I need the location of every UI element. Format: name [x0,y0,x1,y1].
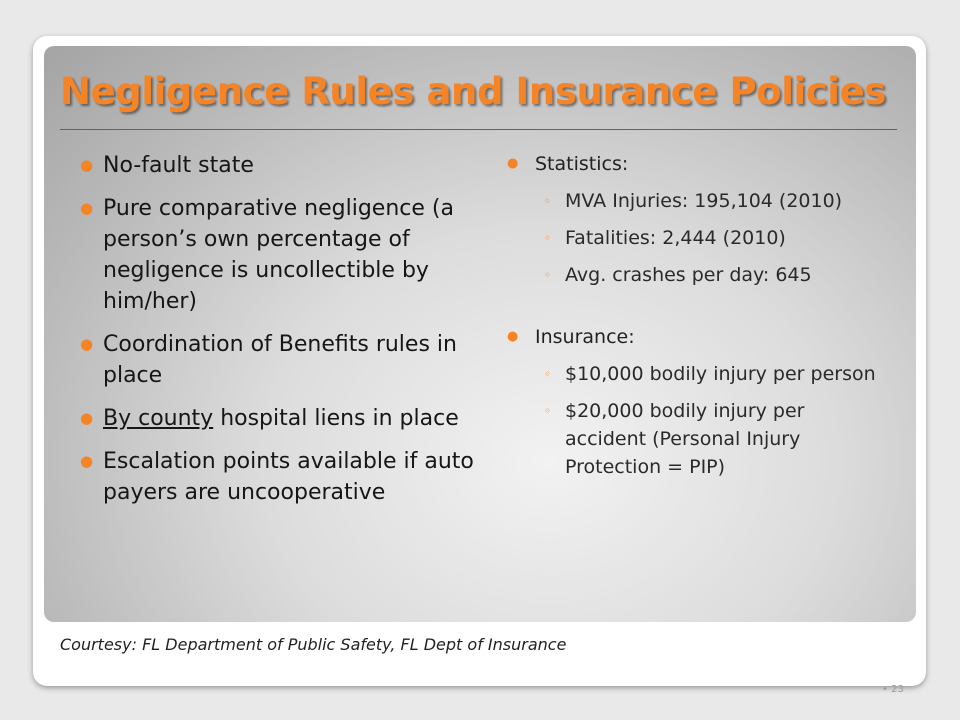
stat-text: Avg. crashes per day: 645 [565,264,812,286]
bullet-coordination-of-benefits [80,329,480,391]
statistics-list [507,187,887,289]
statistics-label: Statistics: [535,153,629,175]
stat-text: MVA Injuries: 195,104 (2010) [565,190,843,212]
bullet-hospital-liens [80,403,480,434]
spacer [507,289,887,323]
insurance-text: $20,000 bodily injury per accident (Personal Injury Protection = PIP) [565,400,805,478]
insurance-text: $10,000 bodily injury per person [565,363,876,385]
bullet-dot-icon: ● [507,156,519,171]
left-bullet-list [80,150,480,520]
slide-title: Negligence Rules and Insurance Policies [60,70,886,113]
page-number-value: 23 [891,684,904,695]
stat-item [507,224,887,252]
bullet-comparative-negligence [80,193,480,317]
bullet-dot-icon: ● [80,199,94,217]
bullet-text: Escalation points available if auto payers are uncooperative [103,449,474,505]
ring-bullet-icon: ◦ [544,231,552,245]
bullet-text: hospital liens in place [213,406,459,431]
underlined-text: By county [103,406,214,431]
bullet-text: Pure comparative negligence (a person’s own percentage of negligence is uncollectible by him/her) [103,196,454,314]
right-column [507,150,887,481]
bullet-escalation-points [80,446,480,508]
bullet-no-fault [80,150,480,181]
bullet-text: No-fault state [103,153,254,178]
page-number: • 23 [882,684,904,695]
courtesy-note: Courtesy: FL Department of Public Safety, FL Dept of Insurance [60,635,567,654]
stat-item [507,187,887,215]
bullet-dot-icon: ● [80,156,94,174]
bullet-dot-icon: ● [80,335,94,353]
stat-item [507,261,887,289]
insurance-list [507,360,887,481]
insurance-item [507,397,887,481]
insurance-heading [507,323,887,351]
title-divider [60,129,897,130]
stat-text: Fatalities: 2,444 (2010) [565,227,786,249]
ring-bullet-icon: ◦ [544,268,552,282]
bullet-dot-icon: ● [80,452,94,470]
insurance-item [507,360,887,388]
bullet-text: Coordination of Benefits rules in place [103,332,457,388]
bullet-dot-icon: ● [80,409,94,427]
bullet-dot-icon: ● [507,329,519,344]
insurance-label: Insurance: [535,326,635,348]
ring-bullet-icon: ◦ [544,404,552,418]
ring-bullet-icon: ◦ [544,367,552,381]
statistics-heading [507,150,887,178]
ring-bullet-icon: ◦ [544,194,552,208]
